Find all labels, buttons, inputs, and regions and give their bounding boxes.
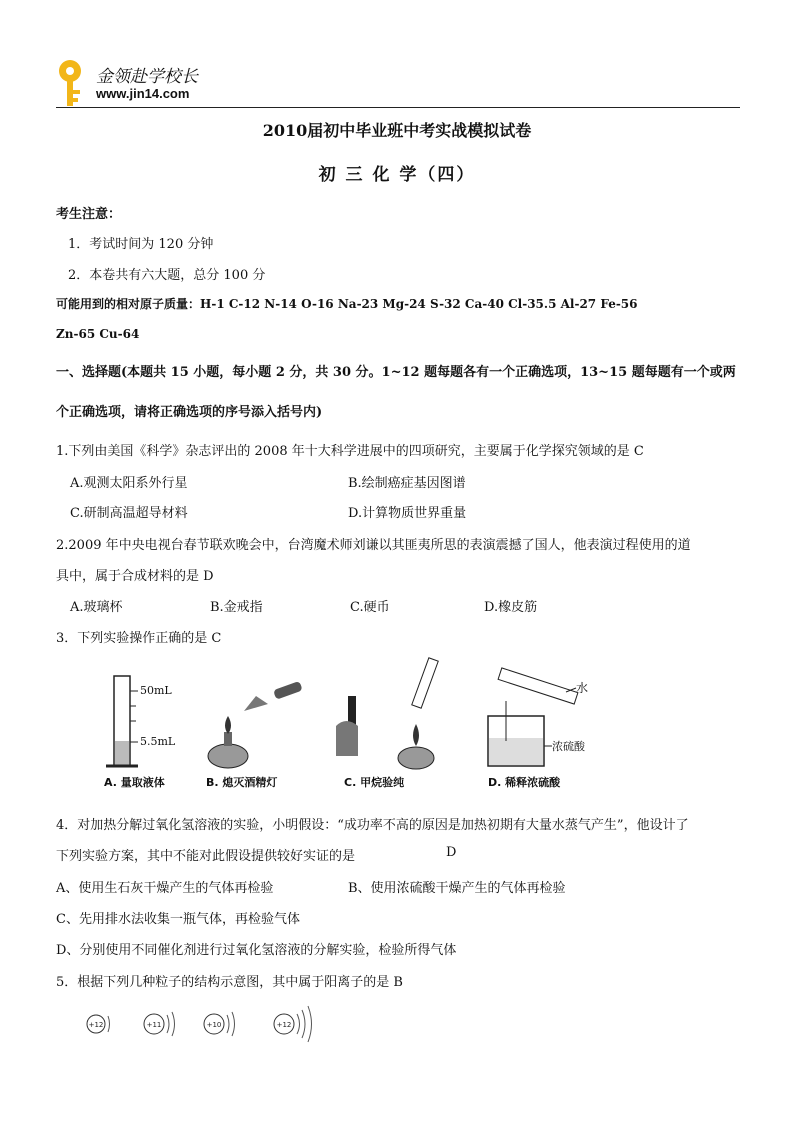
atomic-mass-line1: 可能用到的相对原子质量：H-1 C-12 N-14 O-16 Na-23 Mg-24 S-32 Ca-40 Cl-35.5 Al-27 Fe-56	[56, 297, 638, 311]
question-2-option-b: B.金戒指	[210, 600, 263, 615]
notice-item: 2．本卷共有六大题，总分 100 分	[68, 268, 266, 283]
question-3-stem: 3．下列实验操作正确的是 C	[56, 631, 222, 646]
logo-text: 金领赴学校长	[96, 67, 198, 87]
question-4-option-d: D、分别使用不同催化剂进行过氧化氢溶液的分解实验，检验所得气体	[56, 943, 457, 958]
label-b: B. 熄灭酒精灯	[206, 776, 278, 789]
alcohol-lamp-illustration	[206, 681, 303, 789]
question-4-option-c: C、先用排水法收集一瓶气体，再检验气体	[56, 912, 300, 927]
question-1-option-a: A.观测太阳系外行星	[70, 476, 188, 491]
particle-3	[204, 1012, 235, 1036]
page-title: 2010届初中毕业班中考实战模拟试卷	[262, 121, 532, 140]
page-subtitle: 初 三 化 学（四）	[318, 165, 476, 185]
notice-heading: 考生注意：	[56, 207, 122, 222]
section1-instruction-line2: 个正确选项，请将正确选项的序号添入括号内)	[56, 405, 323, 420]
notice-item: 1．考试时间为 120 分钟	[68, 237, 214, 252]
label-50ml: 50mL	[140, 684, 172, 697]
particle-1	[87, 1015, 110, 1033]
question-2-option-a: A.玻璃杯	[70, 600, 123, 615]
question-1-option-d: D.计算物质世界重量	[348, 506, 467, 521]
atomic-mass-line2: Zn-65 Cu-64	[56, 327, 140, 341]
section1-instruction-line1: 一、选择题(本题共 15 小题，每小题 2 分，共 30 分。1~12 题每题各有一个正确选项，13~15 题每题有一个或两	[56, 365, 736, 380]
lab-operations-figure	[96, 656, 596, 790]
svg-text:+12: +12	[276, 1021, 292, 1029]
header-divider	[56, 107, 740, 108]
svg-text:+11: +11	[146, 1021, 162, 1029]
particle-2	[144, 1012, 175, 1036]
dilution-illustration	[488, 668, 588, 789]
question-4-option-b: B、使用浓硫酸干燥产生的气体再检验	[348, 881, 566, 896]
svg-text:+10: +10	[206, 1021, 222, 1029]
question-2-option-d: D.橡皮筋	[484, 600, 538, 615]
question-4-stem-line1: 4．对加热分解过氧化氢溶液的实验，小明假设：“成功率不高的原因是加热初期有大量水蒸气产生”，他设计了	[56, 818, 689, 833]
question-5-stem: 5．根据下列几种粒子的结构示意图，其中属于阳离子的是 B	[56, 975, 403, 990]
key-logo-icon	[56, 58, 96, 108]
question-4-option-a: A、使用生石灰干燥产生的气体再检验	[56, 881, 274, 896]
particle-4	[274, 1006, 312, 1042]
graduated-cylinder-illustration	[104, 676, 176, 789]
question-1-stem: 1.下列由美国《科学》杂志评出的 2008 年十大科学进展中的四项研究，主要属于化学探究领域的是 C	[56, 444, 644, 459]
methane-test-illustration	[336, 658, 438, 789]
particle-diagrams	[80, 1002, 340, 1062]
label-a: A. 量取液体	[104, 776, 165, 789]
label-d: D. 稀释浓硫酸	[488, 776, 561, 789]
question-1-option-b: B.绘制癌症基因图谱	[348, 476, 466, 491]
logo-url: www.jin14.com	[96, 86, 190, 101]
question-4-stem-line2: 下列实验方案，其中不能对此假设提供较好实证的是	[56, 849, 356, 864]
label-c: C. 甲烷验纯	[344, 776, 405, 789]
question-2-option-c: C.硬币	[350, 600, 390, 615]
label-water: 水	[576, 681, 589, 695]
label-conc-acid: 浓硫酸	[552, 740, 585, 753]
question-2-stem-line1: 2.2009 年中央电视台春节联欢晚会中，台湾魔术师刘谦以其匪夷所思的表演震撼了国人，他表演过程使用的道	[56, 538, 691, 553]
label-5-5ml: 5.5mL	[140, 735, 176, 748]
question-1-option-c: C.研制高温超导材料	[70, 506, 188, 521]
question-4-answer: D	[446, 845, 457, 860]
svg-text:+12: +12	[88, 1021, 104, 1029]
question-2-stem-line2: 具中，属于合成材料的是 D	[56, 569, 214, 584]
